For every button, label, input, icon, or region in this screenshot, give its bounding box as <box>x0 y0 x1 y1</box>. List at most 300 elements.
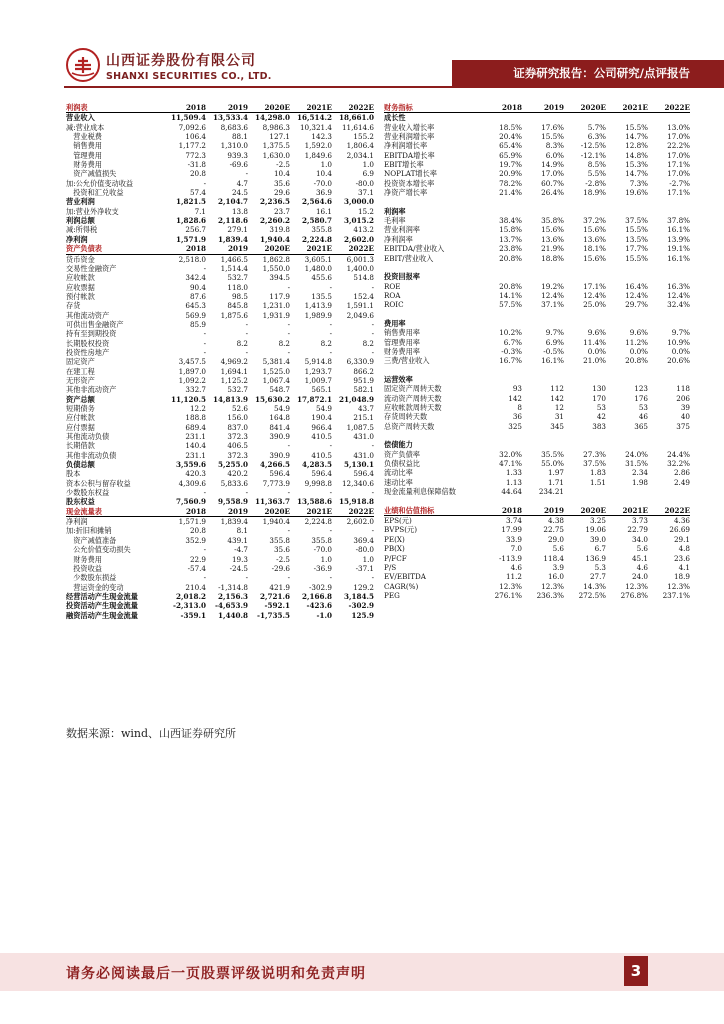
cell-value: -359.1 <box>180 610 206 620</box>
cell-value: 13,533.4 <box>212 113 248 123</box>
cell-value: 1,466.5 <box>220 254 248 264</box>
cell-value: 18.1% <box>583 244 606 254</box>
cell-value: -113.9 <box>498 553 522 563</box>
table-row <box>66 292 374 301</box>
row-label: 股东权益 <box>66 497 95 507</box>
cell-value: 2019 <box>206 507 248 517</box>
cell-value: 1,125.2 <box>220 375 248 385</box>
row-label: 应收票据 <box>66 282 95 292</box>
cell-value: 21.0% <box>583 356 606 366</box>
row-label: CAGR(%) <box>384 581 419 591</box>
page-header <box>0 0 724 90</box>
cell-value <box>564 487 606 496</box>
row-label: 销售费用率 <box>384 328 420 338</box>
cell-value: 1,875.6 <box>220 310 248 320</box>
table-header-row <box>66 103 374 113</box>
table-row <box>384 422 690 431</box>
cell-value: - <box>287 329 290 339</box>
cell-value: 1,525.0 <box>262 366 290 376</box>
cell-value: 17.0% <box>667 169 690 179</box>
cell-value: 4.7 <box>236 178 248 188</box>
cell-value <box>564 272 606 281</box>
cell-value: 390.9 <box>269 450 290 460</box>
cell-value: 35.6 <box>273 545 290 555</box>
table-row <box>66 469 374 478</box>
cell-value: 15.6% <box>541 225 564 235</box>
cell-value <box>648 272 690 281</box>
cell-value: 6.9% <box>545 337 564 347</box>
table-row <box>66 169 374 178</box>
cell-value: 7,560.9 <box>175 497 206 507</box>
cell-value: - <box>371 282 374 292</box>
row-label: 财务费用 <box>66 160 102 170</box>
row-label: 负债总额 <box>66 460 95 470</box>
cell-value: 1,480.0 <box>304 263 332 273</box>
cell-value: 2,721.6 <box>259 591 290 601</box>
table-row <box>384 412 690 421</box>
cell-value: 596.4 <box>269 469 290 479</box>
cell-value: 431.0 <box>353 432 374 442</box>
cell-value: -29.6 <box>271 563 290 573</box>
table-row <box>384 113 690 123</box>
cell-value <box>522 431 564 440</box>
cell-value: 2.86 <box>673 468 690 478</box>
cell-value <box>564 496 606 505</box>
cell-value: 206 <box>676 393 690 403</box>
report-type-title: 证券研究报告：公司研究/点评报告 <box>513 66 690 80</box>
table-row <box>384 272 690 281</box>
cell-value: 355.8 <box>311 535 332 545</box>
cell-value: 9,558.9 <box>217 497 248 507</box>
cell-value <box>480 496 522 505</box>
cell-value: 2018 <box>480 506 522 516</box>
table-row <box>66 423 374 432</box>
table-row <box>66 451 374 460</box>
cell-value: 93 <box>512 384 522 394</box>
cell-value: 10.4 <box>273 169 290 179</box>
cell-value: 7.1 <box>194 206 206 216</box>
cell-value: 1,839.4 <box>217 234 248 244</box>
cell-value: 117.9 <box>269 291 290 301</box>
cell-value: 142 <box>508 393 522 403</box>
cell-value: 2020E <box>248 244 290 254</box>
cell-value: 439.1 <box>227 535 248 545</box>
cell-value: 16.7% <box>499 356 522 366</box>
cell-value: 23.6 <box>673 553 690 563</box>
row-label: 费用率 <box>384 318 406 328</box>
row-label: 其他流动资产 <box>66 310 110 320</box>
cell-value: -4,653.9 <box>215 601 248 611</box>
table-row <box>66 188 374 197</box>
cell-value: 118.4 <box>543 553 564 563</box>
cell-value: 2019 <box>206 103 248 113</box>
row-label: P/FCF <box>384 553 407 563</box>
cell-value: 2,018.2 <box>175 591 206 601</box>
table-row <box>384 375 690 384</box>
cell-value: 420.3 <box>185 469 206 479</box>
cell-value: 4,969.2 <box>220 357 248 367</box>
row-label: 长期借款 <box>66 441 95 451</box>
row-label: PE(X) <box>384 534 405 544</box>
row-label: 存货 <box>66 301 81 311</box>
table-row <box>384 591 690 600</box>
cell-value: 37.1 <box>357 188 374 198</box>
cell-value: 14,813.9 <box>212 394 248 404</box>
table-row <box>384 544 690 553</box>
cell-value: 35.6 <box>273 178 290 188</box>
cell-value <box>564 263 606 272</box>
cell-value: 16.1% <box>667 225 690 235</box>
cell-value: -423.6 <box>306 601 332 611</box>
row-label: 净利润率 <box>384 234 413 244</box>
row-label: 应付帐款 <box>66 413 95 423</box>
table-row <box>66 545 374 554</box>
cell-value: 8,683.6 <box>220 122 248 132</box>
cell-value: 1.33 <box>505 468 522 478</box>
cell-value: 1,009.7 <box>304 375 332 385</box>
cell-value: 4.6 <box>636 562 648 572</box>
cell-value: 231.1 <box>185 450 206 460</box>
cell-value: - <box>203 347 206 357</box>
cell-value: 40 <box>680 412 690 422</box>
cell-value: 15.3% <box>625 160 648 170</box>
cell-value: 15.6% <box>583 253 606 263</box>
cell-value: - <box>329 347 332 357</box>
cell-value: 1,592.0 <box>304 141 332 151</box>
cell-value: -12.5% <box>580 141 606 151</box>
cell-value: 78.2% <box>499 178 522 188</box>
row-label <box>384 310 480 319</box>
cell-value: 118 <box>676 384 690 394</box>
table-row <box>66 583 374 592</box>
cell-value: 27.3% <box>583 449 606 459</box>
row-label: 存货周转天数 <box>384 412 428 422</box>
cell-value: 1.98 <box>631 477 648 487</box>
row-label: 可供出售金融资产 <box>66 319 124 329</box>
cell-value: - <box>245 169 248 179</box>
row-label: 其他非流动负债 <box>66 450 117 460</box>
cell-value: 841.4 <box>269 422 290 432</box>
cell-value <box>648 207 690 216</box>
row-label: 净利润 <box>66 234 88 244</box>
cell-value: 5.6 <box>636 544 648 554</box>
cell-value: 14.3% <box>583 581 606 591</box>
row-label: 资产负债率 <box>384 449 420 459</box>
cell-value: 16.4% <box>625 281 648 291</box>
cell-value: 2018 <box>164 507 206 517</box>
cell-value: 1.0 <box>320 554 332 564</box>
cell-value: 2018 <box>164 103 206 113</box>
cell-value: 1,550.0 <box>262 263 290 273</box>
row-label: PEG <box>384 590 400 600</box>
table-row <box>66 536 374 545</box>
table-row <box>384 487 690 496</box>
cell-value: 1,087.5 <box>346 422 374 432</box>
cell-value: 8 <box>517 403 522 412</box>
cell-value: 3,457.5 <box>178 357 206 367</box>
cell-value: - <box>245 573 248 583</box>
table-row <box>384 207 690 216</box>
cell-value: 135.5 <box>311 291 332 301</box>
row-label: EBITDA/营业收入 <box>384 244 445 254</box>
cell-value: 2,224.8 <box>304 517 332 527</box>
row-label: 毛利率 <box>384 216 406 226</box>
cell-value: 127.1 <box>269 132 290 142</box>
cell-value: 6.9 <box>362 169 374 179</box>
cell-value: 32.4% <box>667 300 690 310</box>
cell-value: 3.25 <box>589 516 606 526</box>
row-label: 固定资产 <box>66 357 95 367</box>
cell-value: -302.9 <box>348 601 374 611</box>
cell-value: 837.0 <box>227 422 248 432</box>
row-label: 加:公允价值变动收益 <box>66 178 134 188</box>
row-label <box>384 496 480 505</box>
row-label: 其他非流动资产 <box>66 385 117 395</box>
cell-value: 31.5% <box>625 459 648 469</box>
cell-value: 2021E <box>606 103 648 113</box>
cell-value: 8.2 <box>362 338 374 348</box>
cell-value: 31 <box>554 412 564 422</box>
cell-value: - <box>203 263 206 273</box>
cell-value: 231.1 <box>185 432 206 442</box>
row-label: NOPLAT增长率 <box>384 169 437 179</box>
cell-value: 87.6 <box>189 291 206 301</box>
cell-value: 966.4 <box>311 422 332 432</box>
cell-value <box>648 496 690 505</box>
cell-value: 5.3 <box>594 562 606 572</box>
cell-value: 3,015.2 <box>343 216 374 226</box>
cell-value: 12.8% <box>625 141 648 151</box>
cell-value: 11.4% <box>583 337 606 347</box>
row-label: PB(X) <box>384 544 405 554</box>
cell-value: 36.9 <box>315 188 332 198</box>
cell-value: 2,260.2 <box>259 216 290 226</box>
cell-value <box>480 366 522 375</box>
cell-value: 15,630.2 <box>254 394 290 404</box>
cell-value: 19.6% <box>625 188 648 198</box>
cell-value: -12.1% <box>580 150 606 160</box>
row-label: 偿债能力 <box>384 440 413 450</box>
cell-value <box>564 375 606 384</box>
table-row <box>384 338 690 347</box>
row-label: 速动比率 <box>384 477 413 487</box>
cell-value: - <box>329 319 332 329</box>
cell-value: 365 <box>634 421 648 431</box>
table-row <box>66 160 374 169</box>
cell-value: 54.9 <box>273 404 290 413</box>
cell-value: 5.5% <box>587 169 606 179</box>
cell-value: 1.0 <box>362 160 374 170</box>
cell-value: 210.4 <box>185 582 206 592</box>
cell-value: 123 <box>634 384 648 394</box>
cell-value: 3,559.6 <box>175 460 206 470</box>
cell-value: - <box>287 347 290 357</box>
cell-value: 13.9% <box>667 234 690 244</box>
cell-value: 22.2% <box>667 141 690 151</box>
row-label <box>384 431 480 440</box>
cell-value <box>606 207 648 216</box>
row-label: 成长性 <box>384 113 406 123</box>
cell-value: 256.7 <box>185 225 206 235</box>
row-label: 负债权益比 <box>384 459 420 469</box>
cell-value: - <box>203 545 206 555</box>
cell-value: 1,806.4 <box>346 141 374 151</box>
cell-value: 17.1% <box>667 160 690 170</box>
cell-value: 26.69 <box>669 525 690 535</box>
cell-value: 7.3% <box>629 178 648 188</box>
cell-value: 1,849.6 <box>304 150 332 160</box>
cell-value: 596.4 <box>353 469 374 479</box>
row-label: 流动资产周转天数 <box>384 393 442 403</box>
cell-value <box>480 272 522 281</box>
row-label: 减:营业成本 <box>66 122 105 132</box>
row-label: 三费/营业收入 <box>384 356 430 366</box>
table-row <box>66 123 374 132</box>
cell-value: 845.8 <box>227 301 248 311</box>
table-row <box>66 320 374 329</box>
cell-value: 36 <box>512 412 522 422</box>
cell-value: 13.8 <box>231 206 248 216</box>
cell-value: 20.8% <box>625 356 648 366</box>
cell-value: 1,694.1 <box>220 366 248 376</box>
cell-value: 17.6% <box>541 122 564 132</box>
cell-value: 372.3 <box>227 450 248 460</box>
cell-value: 17.1% <box>667 188 690 198</box>
cell-value: - <box>287 319 290 329</box>
cell-value: 276.8% <box>620 590 648 600</box>
cell-value: 372.3 <box>227 432 248 442</box>
table-row <box>66 385 374 394</box>
cell-value: 2,049.6 <box>346 310 374 320</box>
cell-value: 19.7% <box>499 160 522 170</box>
cell-value: 53 <box>638 403 648 412</box>
table-row <box>384 132 690 141</box>
cell-value: 2022E <box>648 506 690 516</box>
cell-value: 34.0 <box>631 534 648 544</box>
company-name-cn: 山西证券股份有限公司 <box>106 53 256 69</box>
cell-value: 32.0% <box>499 449 522 459</box>
row-label: 经营活动产生现金流量 <box>66 591 138 601</box>
cell-value: 18.8% <box>541 253 564 263</box>
cell-value: 17.1% <box>583 281 606 291</box>
table-header-row <box>66 507 374 517</box>
cell-value: 332.7 <box>185 385 206 395</box>
cell-value: 1.13 <box>505 477 522 487</box>
cell-value: 11.2 <box>505 572 522 582</box>
cell-value: 215.1 <box>353 413 374 423</box>
cell-value: 2,104.7 <box>217 197 248 207</box>
cell-value: 2021E <box>290 103 332 113</box>
cell-value: - <box>203 329 206 339</box>
row-label: 资产负债表 <box>66 244 164 254</box>
cell-value: - <box>329 488 332 498</box>
company-logo-icon <box>66 48 100 82</box>
cell-value: 1,413.9 <box>304 301 332 311</box>
cell-value: -2.5 <box>276 160 290 170</box>
cell-value: 106.4 <box>185 132 206 142</box>
cell-value: 29.7% <box>625 300 648 310</box>
cell-value: -302.9 <box>308 582 332 592</box>
row-label: 货币资金 <box>66 254 95 264</box>
row-label: 营业收入 <box>66 113 95 123</box>
table-header-row <box>66 244 374 254</box>
cell-value: 9.6% <box>587 328 606 338</box>
cell-value: 6.7% <box>503 337 522 347</box>
table-row <box>384 123 690 132</box>
cell-value <box>606 272 648 281</box>
row-label: 资本公积与留存收益 <box>66 478 131 488</box>
cell-value: 7.0 <box>510 544 522 554</box>
cell-value <box>606 366 648 375</box>
cell-value: - <box>203 488 206 498</box>
table-row <box>384 282 690 291</box>
cell-value: -1,735.5 <box>257 610 290 620</box>
cell-value: 8,986.3 <box>262 122 290 132</box>
cell-value: 16.3% <box>667 281 690 291</box>
cell-value: 13,588.6 <box>296 497 332 507</box>
cell-value: 20.8% <box>499 253 522 263</box>
cell-value <box>648 197 690 206</box>
cell-value: 22.9 <box>189 554 206 564</box>
table-row <box>66 367 374 376</box>
cell-value: 33.9 <box>505 534 522 544</box>
cell-value: 29.6 <box>273 188 290 198</box>
cell-value: 23.7 <box>273 206 290 216</box>
table-row <box>384 572 690 581</box>
table-row <box>384 440 690 449</box>
cell-value: - <box>329 573 332 583</box>
cell-value <box>480 431 522 440</box>
table-row <box>384 310 690 319</box>
row-label: 无形资产 <box>66 375 95 385</box>
cell-value <box>480 440 522 449</box>
table-row <box>384 384 690 393</box>
table-row <box>384 263 690 272</box>
table-row <box>66 376 374 385</box>
cell-value: 11.2% <box>625 337 648 347</box>
cell-value: 1,514.4 <box>220 263 248 273</box>
cell-value: 37.2% <box>583 216 606 226</box>
cell-value: 12.3% <box>667 581 690 591</box>
table-row <box>384 563 690 572</box>
cell-value: 1,940.4 <box>262 517 290 527</box>
cell-value: 140.4 <box>185 441 206 451</box>
cell-value: - <box>371 329 374 339</box>
cell-value: 1,375.5 <box>262 141 290 151</box>
cell-value: 4,283.5 <box>301 460 332 470</box>
header-divider <box>64 86 724 88</box>
table-row <box>66 497 374 506</box>
cell-value: 32.2% <box>667 459 690 469</box>
cell-value: - <box>371 488 374 498</box>
table-header-row <box>384 103 690 113</box>
cell-value: 8.2 <box>236 338 248 348</box>
cell-value: 2,518.0 <box>178 254 206 264</box>
table-row <box>66 611 374 620</box>
cell-value: 26.4% <box>541 188 564 198</box>
cell-value: - <box>329 526 332 536</box>
table-row <box>66 517 374 527</box>
cell-value: 514.8 <box>353 273 374 283</box>
cell-value: 10.9% <box>667 337 690 347</box>
cell-value: 2019 <box>522 506 564 516</box>
cell-value: 355.8 <box>311 225 332 235</box>
cell-value: 1,821.5 <box>175 197 206 207</box>
cell-value: 65.4% <box>499 141 522 151</box>
cell-value: 12 <box>554 403 564 412</box>
cell-value: 1,630.0 <box>262 150 290 160</box>
cell-value <box>648 263 690 272</box>
